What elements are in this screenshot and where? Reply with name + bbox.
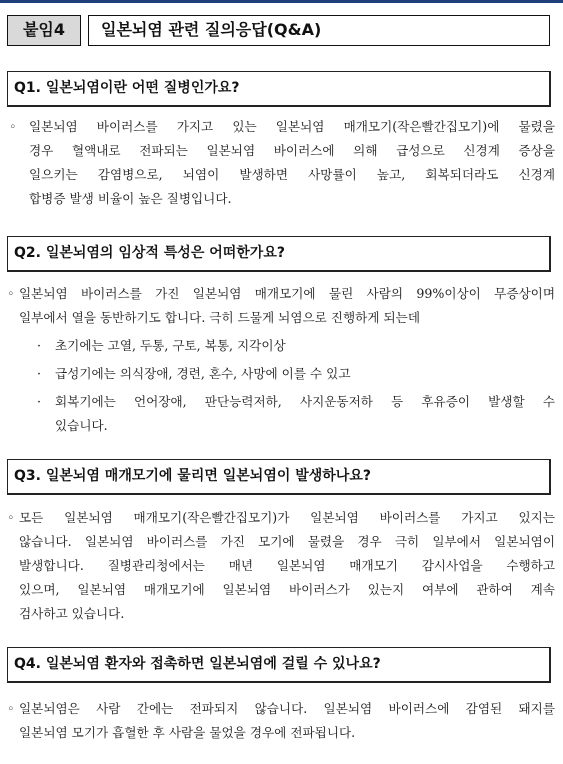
question-heading-q1: Q1. 일본뇌염이란 어떤 질병인가요? bbox=[7, 71, 551, 107]
attachment-tag: 붙임4 bbox=[7, 15, 81, 46]
answer-line bbox=[7, 306, 557, 330]
answer-text: 않습니다. 일본뇌염 바이러스를 가진 모기에 물렸을 경우 극히 일부에서 일본뇌염이 bbox=[19, 534, 555, 549]
answer-text: 모든 일본뇌염 매개모기(작은빨간집모기)가 일본뇌염 바이러스를 가지고 있지는 bbox=[19, 510, 555, 525]
list-item-continuation bbox=[7, 414, 557, 438]
answer-text: 검사하고 있습니다. bbox=[19, 606, 125, 621]
question-heading-q3: Q3. 일본뇌염 매개모기에 물리면 일본뇌염이 발생하나요? bbox=[7, 459, 551, 495]
answer-text: 일본뇌염은 사람 간에는 전파되지 않습니다. 일본뇌염 바이러스에 감염된 돼지를 bbox=[19, 701, 555, 716]
answer-line bbox=[7, 578, 557, 602]
answer-line bbox=[7, 697, 557, 721]
answer-line bbox=[7, 721, 557, 745]
circle-bullet-icon: ◦ bbox=[9, 119, 17, 134]
answer-text: 경우 혈액내로 전파되는 일본뇌염 바이러스에 의해 급성으로 신경계 증상을 bbox=[29, 143, 555, 158]
answer-line bbox=[7, 530, 557, 554]
answer-line bbox=[7, 163, 557, 187]
page-title: 일본뇌염 관련 질의응답(Q&A) bbox=[88, 15, 550, 46]
answer-text: 있으며, 일본뇌염 매개모기에 일본뇌염 바이러스가 있는지 여부에 관하여 계속 bbox=[19, 582, 555, 597]
list-item-text: 회복기에는 언어장애, 판단능력저하, 사지운동저하 등 후유증이 발생할 수 bbox=[55, 394, 555, 409]
answer-line bbox=[7, 602, 557, 626]
answer-line bbox=[7, 115, 557, 139]
dot-bullet-icon: · bbox=[37, 338, 42, 353]
answer-line bbox=[7, 282, 557, 306]
answer-text: 일으키는 감염병으로, 뇌염이 발생하면 사망률이 높고, 회복되더라도 신경계 bbox=[29, 167, 555, 182]
answer-text: 일본뇌염 바이러스를 가진 일본뇌염 매개모기에 물린 사람의 99%이상이 무증상이며 bbox=[19, 286, 555, 301]
circle-bullet-icon: ◦ bbox=[7, 510, 15, 525]
answer-text: 발생합니다. 질병관리청에서는 매년 일본뇌염 매개모기 감시사업을 수행하고 bbox=[19, 558, 555, 573]
answer-q4 bbox=[7, 697, 557, 745]
top-rule bbox=[0, 0, 563, 3]
answer-text: 합병증 발생 비율이 높은 질병입니다. bbox=[29, 191, 232, 206]
dot-bullet-icon: · bbox=[37, 366, 42, 381]
circle-bullet-icon: ◦ bbox=[7, 286, 15, 301]
list-item bbox=[7, 362, 557, 386]
list-item-text: 급성기에는 의식장애, 경련, 혼수, 사망에 이를 수 있고 bbox=[55, 366, 351, 381]
answer-line bbox=[7, 139, 557, 163]
answer-text: 일부에서 열을 동반하기도 합니다. 극히 드물게 뇌염으로 진행하게 되는데 bbox=[19, 310, 420, 325]
question-heading-q2: Q2. 일본뇌염의 임상적 특성은 어떠한가요? bbox=[7, 236, 551, 272]
dot-bullet-icon: · bbox=[37, 394, 42, 409]
answer-text: 일본뇌염 모기가 흡혈한 후 사람을 물었을 경우에 전파됩니다. bbox=[19, 725, 356, 740]
list-item-text: 초기에는 고열, 두통, 구토, 복통, 지각이상 bbox=[55, 338, 286, 353]
answer-text: 일본뇌염 바이러스를 가지고 있는 일본뇌염 매개모기(작은빨간집모기)에 물렸을 bbox=[29, 119, 555, 134]
answer-line bbox=[7, 187, 557, 211]
answer-line bbox=[7, 506, 557, 530]
answer-q1 bbox=[7, 115, 557, 211]
answer-line bbox=[7, 554, 557, 578]
question-heading-q4: Q4. 일본뇌염 환자와 접촉하면 일본뇌염에 걸릴 수 있나요? bbox=[7, 647, 551, 683]
list-item bbox=[7, 334, 557, 358]
circle-bullet-icon: ◦ bbox=[7, 701, 15, 716]
list-item-text: 있습니다. bbox=[55, 418, 108, 433]
list-item bbox=[7, 390, 557, 414]
answer-q2 bbox=[7, 282, 557, 438]
answer-q3 bbox=[7, 506, 557, 626]
